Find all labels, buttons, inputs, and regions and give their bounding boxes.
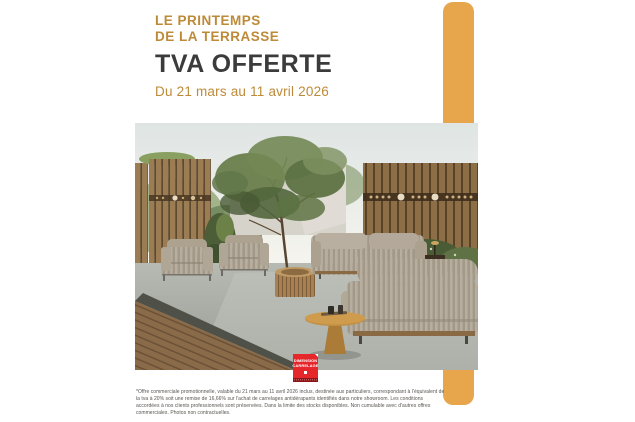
legal-disclaimer: *Offre commerciale promotionnelle, valable du 21 mars au 11 avril 2026 inclus, destinée aux particuliers, correspondant à l'équivalent de la tva à 20% soit une remise de 16,66% sur l'achat de carrelages antidérapants identifiés dans notre showroom. Les conditions accordées à nos clients professionnels sont préservées. Dans la limite des stocks disponibles. Non cumulable avec d'autres offres commerciales. Photos non contractuelles. (136, 389, 445, 416)
planter-coffee-table (275, 267, 315, 297)
offer-title: TVA OFFERTE (155, 50, 333, 78)
logo-tagline-strip (293, 378, 318, 382)
offer-dates: Du 21 mars au 11 avril 2026 (155, 84, 329, 99)
campaign-name-line1: LE PRINTEMPS (155, 13, 261, 28)
logo-line2: CARRELAGE (292, 363, 319, 368)
terrace-scene (135, 123, 478, 370)
dimension-carrelage-logo (293, 354, 318, 382)
armchair-left (161, 239, 213, 281)
armchair-right (219, 235, 269, 276)
logo-square-mark (304, 371, 307, 374)
lounge-sofa (341, 259, 478, 344)
logo-corner-notch (315, 354, 318, 357)
hero-photo (135, 123, 478, 370)
campaign-name-line2: DE LA TERRASSE (155, 28, 280, 44)
logo-line1: DIMENSION (293, 358, 318, 363)
header-text-block (155, 13, 332, 99)
